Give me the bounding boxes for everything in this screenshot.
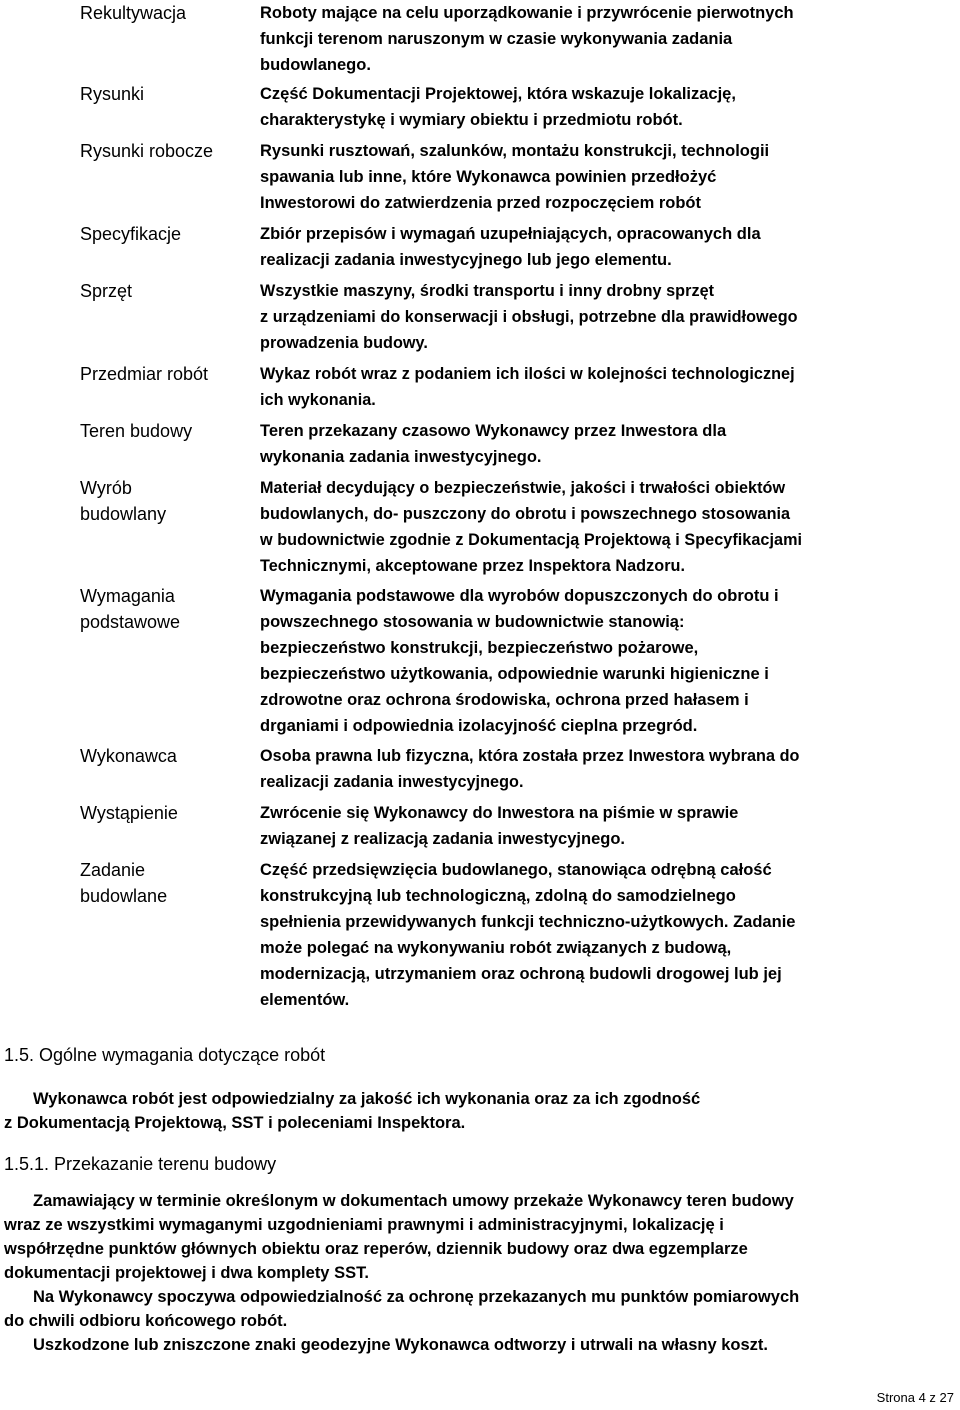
term: Rekultywacja — [80, 3, 187, 23]
section-1-5-1-paragraph: Zamawiający w terminie określonym w dokumentach umowy przekaże Wykonawcy teren budowy wraz ze wszystkimi wymaganymi uzgodnieniami prawnymi i administracyjnymi, lokalizację i współrzędne punktów głównych obiektu oraz reperów, dziennik budowy oraz dwa egzemplarze dokumentacji projektowej i dwa komplety SST. Na Wykonawcy spoczywa odpowiedzialność za ochronę przekazanych mu punktów pomiarowych do chwili odbioru końcowego robót. Uszkodzone lub zniszczone znaki geodezyjne Wykonawca odtworzy i utrwali na własny koszt. — [4, 1192, 800, 1354]
term: Sprzęt — [80, 281, 133, 301]
definition: Zbiór przepisów i wymagań uzupełniających, opracowanych dla realizacji zadania inwestycyjnego lub jego elementu. — [260, 225, 761, 269]
term: Zadanie budowlane — [80, 860, 168, 906]
term: Wyrób budowlany — [80, 478, 167, 524]
definition: Rysunki rusztowań, szalunków, montażu konstrukcji, technologii spawania lub inne, które Wykonawca powinien przedłożyć Inwestorowi do zatwierdzenia przed rozpoczęciem robót — [260, 142, 770, 212]
definition: Materiał decydujący o bezpieczeństwie, jakości i trwałości obiektów budowlanych, do- puszczony do obrotu i powszechnego stosowania w budownictwie zgodnie z Dokumentacją Projektową i Specyfikacjami Technicznymi, akceptowane przez Inspektora Nadzoru. — [260, 479, 803, 575]
definition: Część przedsięwzięcia budowlanego, stanowiąca odrębną całość konstrukcyjną lub technologiczną, zdolną do samodzielnego spełnienia przewidywanych funkcji techniczno-użytkowych. Zadanie może polegać na wykonywaniu robót związanych z budową, modernizacją, utrzymaniem oraz ochroną budowli drogowej lub jej elementów. — [260, 861, 796, 1009]
definition: Teren przekazany czasowo Wykonawcy przez Inwestora dla wykonania zadania inwestycyjnego. — [260, 422, 727, 466]
term: Przedmiar robót — [80, 364, 209, 384]
term: Wykonawca — [80, 746, 177, 766]
definition: Zwrócenie się Wykonawcy do Inwestora na piśmie w sprawie związanej z realizacją zadania inwestycyjnego. — [260, 804, 739, 848]
term: Teren budowy — [80, 421, 193, 441]
term: Wystąpienie — [80, 803, 178, 823]
definition: Osoba prawna lub fizyczna, która została przez Inwestora wybrana do realizacji zadania inwestycyjnego. — [260, 747, 800, 791]
definition: Wszystkie maszyny, środki transportu i inny drobny sprzęt z urządzeniami do konserwacji i obsługi, potrzebne dla prawidłowego prowadzenia budowy. — [260, 282, 798, 352]
definition: Część Dokumentacji Projektowej, która wskazuje lokalizację, charakterystykę i wymiary obiektu i przedmiotu robót. — [260, 85, 736, 129]
definition: Wymagania podstawowe dla wyrobów dopuszczonych do obrotu i powszechnego stosowania w budownictwie stanowią: bezpieczeństwo konstrukcji, bezpieczeństwo pożarowe, bezpieczeństwo użytkowania, odpowiednie warunki higieniczne i zdrowotne oraz ochrona środowiska, ochrona przed hałasem i drganiami i odpowiednia izolacyjność cieplna przegród. — [260, 587, 779, 735]
section-1-5-paragraph: Wykonawca robót jest odpowiedzialny za jakość ich wykonania oraz za ich zgodność z Dokumentacją Projektową, SST i poleceniami Inspektora. — [4, 1090, 701, 1132]
section-heading-1-5-1: 1.5.1. Przekazanie terenu budowy — [4, 1154, 277, 1174]
term: Wymagania podstawowe — [80, 586, 181, 632]
definition: Roboty mające na celu uporządkowanie i przywrócenie pierwotnych funkcji terenom naruszonym w czasie wykonywania zadania budowlanego. — [260, 4, 794, 74]
section-heading-1-5: 1.5. Ogólne wymagania dotyczące robót — [4, 1045, 326, 1065]
term: Rysunki robocze — [80, 141, 214, 161]
term: Rysunki — [80, 84, 145, 104]
term: Specyfikacje — [80, 224, 182, 244]
page-number: Strona 4 z 27 — [876, 1390, 954, 1405]
definition: Wykaz robót wraz z podaniem ich ilości w kolejności technologicznej ich wykonania. — [260, 365, 795, 409]
